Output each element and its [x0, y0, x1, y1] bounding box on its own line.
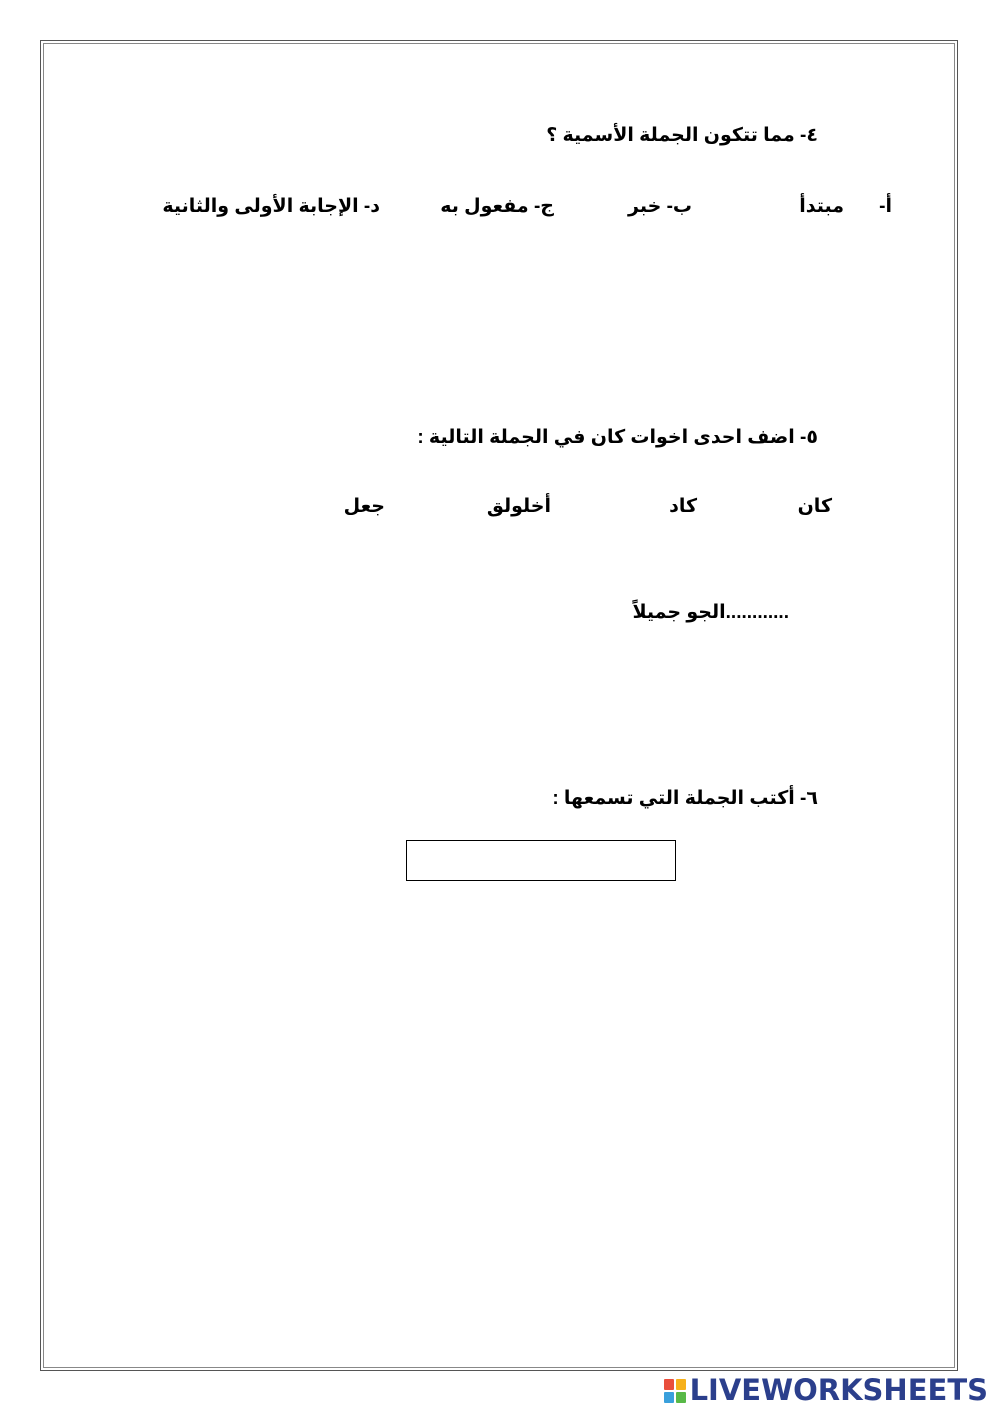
q4-option-c[interactable]: ج- مفعول به: [440, 196, 554, 217]
q6-answer-box[interactable]: [406, 840, 676, 881]
q5-sentence: ............الجو جميلاً: [632, 602, 789, 623]
liveworksheets-logo: [664, 1373, 988, 1407]
q4-option-d[interactable]: د- الإجابة الأولى والثانية: [162, 196, 380, 217]
page-border: [40, 40, 958, 1371]
q4-option-b[interactable]: ب- خبر: [628, 196, 692, 217]
liveworksheets-logo-icon: [664, 1379, 686, 1403]
liveworksheets-wordmark: LIVEWORKSHEETS: [689, 1373, 988, 1407]
q5-choice-akhlawlaqa[interactable]: أخلولق: [486, 496, 551, 517]
q5-question: ٥- اضف احدى اخوات كان في الجملة التالية :: [417, 427, 818, 448]
q4-question: ٤- مما تتكون الجملة الأسمية ؟: [546, 125, 818, 146]
q5-choice-kada[interactable]: كاد: [669, 496, 697, 517]
logo-square-blue: [664, 1392, 674, 1403]
logo-square-green: [676, 1392, 686, 1403]
q5-choice-jaala[interactable]: جعل: [343, 496, 385, 517]
logo-square-red: [664, 1379, 674, 1390]
q6-question: ٦- أكتب الجملة التي تسمعها :: [552, 788, 818, 809]
logo-square-yellow: [676, 1379, 686, 1390]
q5-choice-kana[interactable]: كان: [797, 496, 832, 517]
q4-option-a-letter: أ-: [879, 196, 892, 217]
q4-option-a[interactable]: مبتدأ: [799, 196, 844, 217]
